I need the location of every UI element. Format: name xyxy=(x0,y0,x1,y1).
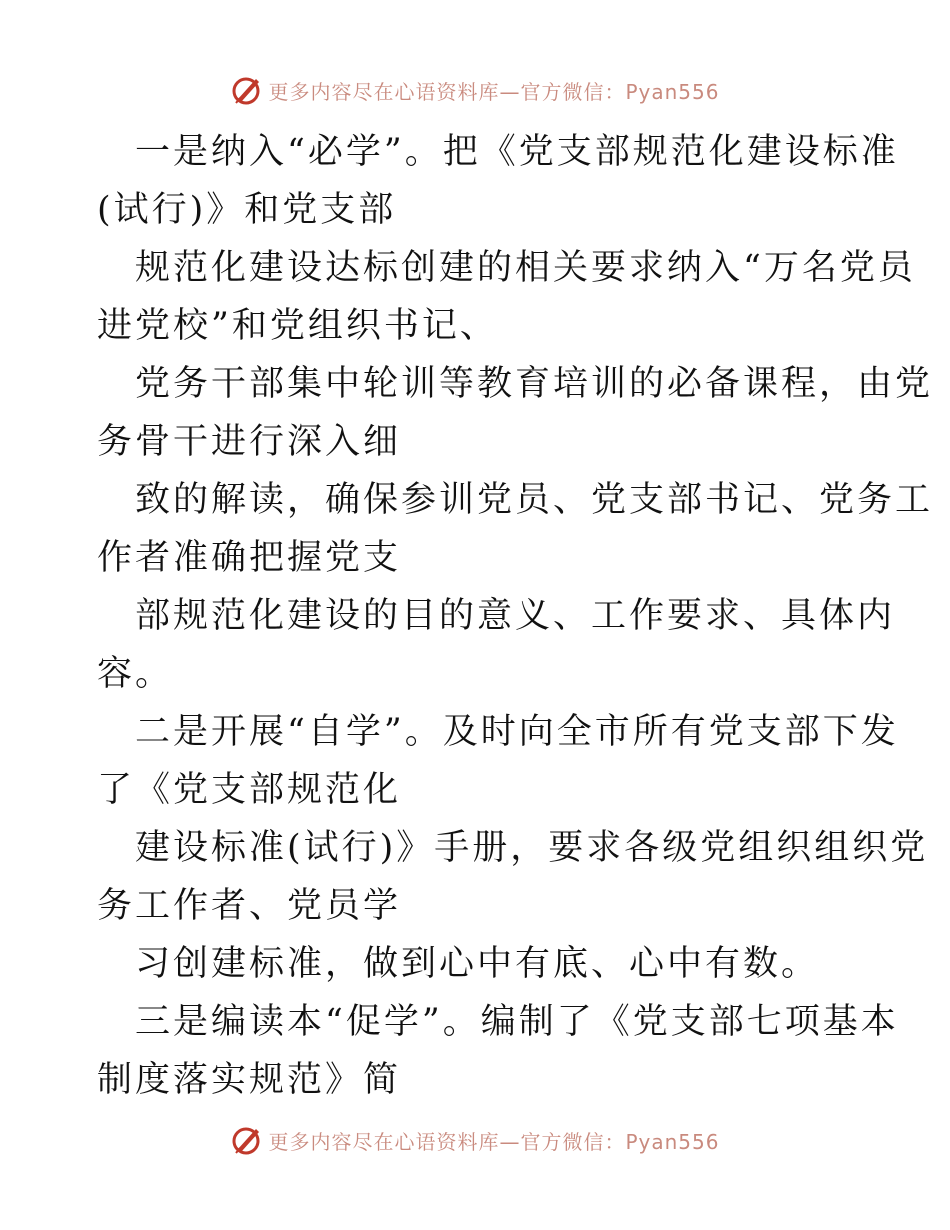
text-line: 致的解读，确保参训党员、党支部书记、党务工 xyxy=(135,480,934,520)
watermark-text: 更多内容尽在心语资料库—官方微信：Pyan556 xyxy=(268,79,720,104)
text-line: 进党校”和党组织书记、 xyxy=(97,306,498,346)
text-line: 作者准确把握党支 xyxy=(97,538,402,578)
text-line: (试行)》和党支部 xyxy=(97,190,397,230)
document-body xyxy=(97,123,934,1109)
text-line: 二是开展“自学”。及时向全市所有党支部下发 xyxy=(135,712,899,752)
text-line: 务骨干进行深入细 xyxy=(97,422,402,462)
quill-logo-icon xyxy=(230,1123,264,1157)
text-line: 务工作者、党员学 xyxy=(97,886,402,926)
watermark-header xyxy=(0,70,950,110)
text-line: 容。 xyxy=(97,654,174,694)
text-line: 习创建标准，做到心中有底、心中有数。 xyxy=(135,944,820,984)
watermark-footer xyxy=(0,1120,950,1160)
text-line: 部规范化建设的目的意义、工作要求、具体内 xyxy=(135,596,896,636)
text-line: 规范化建设达标创建的相关要求纳入“万名党员 xyxy=(135,248,916,288)
text-line: 三是编读本“促学”。编制了《党支部七项基本 xyxy=(135,1002,899,1042)
quill-logo-icon xyxy=(230,73,264,107)
watermark-text: 更多内容尽在心语资料库—官方微信：Pyan556 xyxy=(268,1129,720,1154)
text-line: 制度落实规范》简 xyxy=(97,1060,402,1100)
text-line: 建设标准(试行)》手册，要求各级党组织组织党 xyxy=(135,828,929,868)
text-line: 党务干部集中轮训等教育培训的必备课程，由党 xyxy=(135,364,934,404)
text-line: 了《党支部规范化 xyxy=(97,770,402,810)
text-line: 一是纳入“必学”。把《党支部规范化建设标准 xyxy=(135,132,899,172)
